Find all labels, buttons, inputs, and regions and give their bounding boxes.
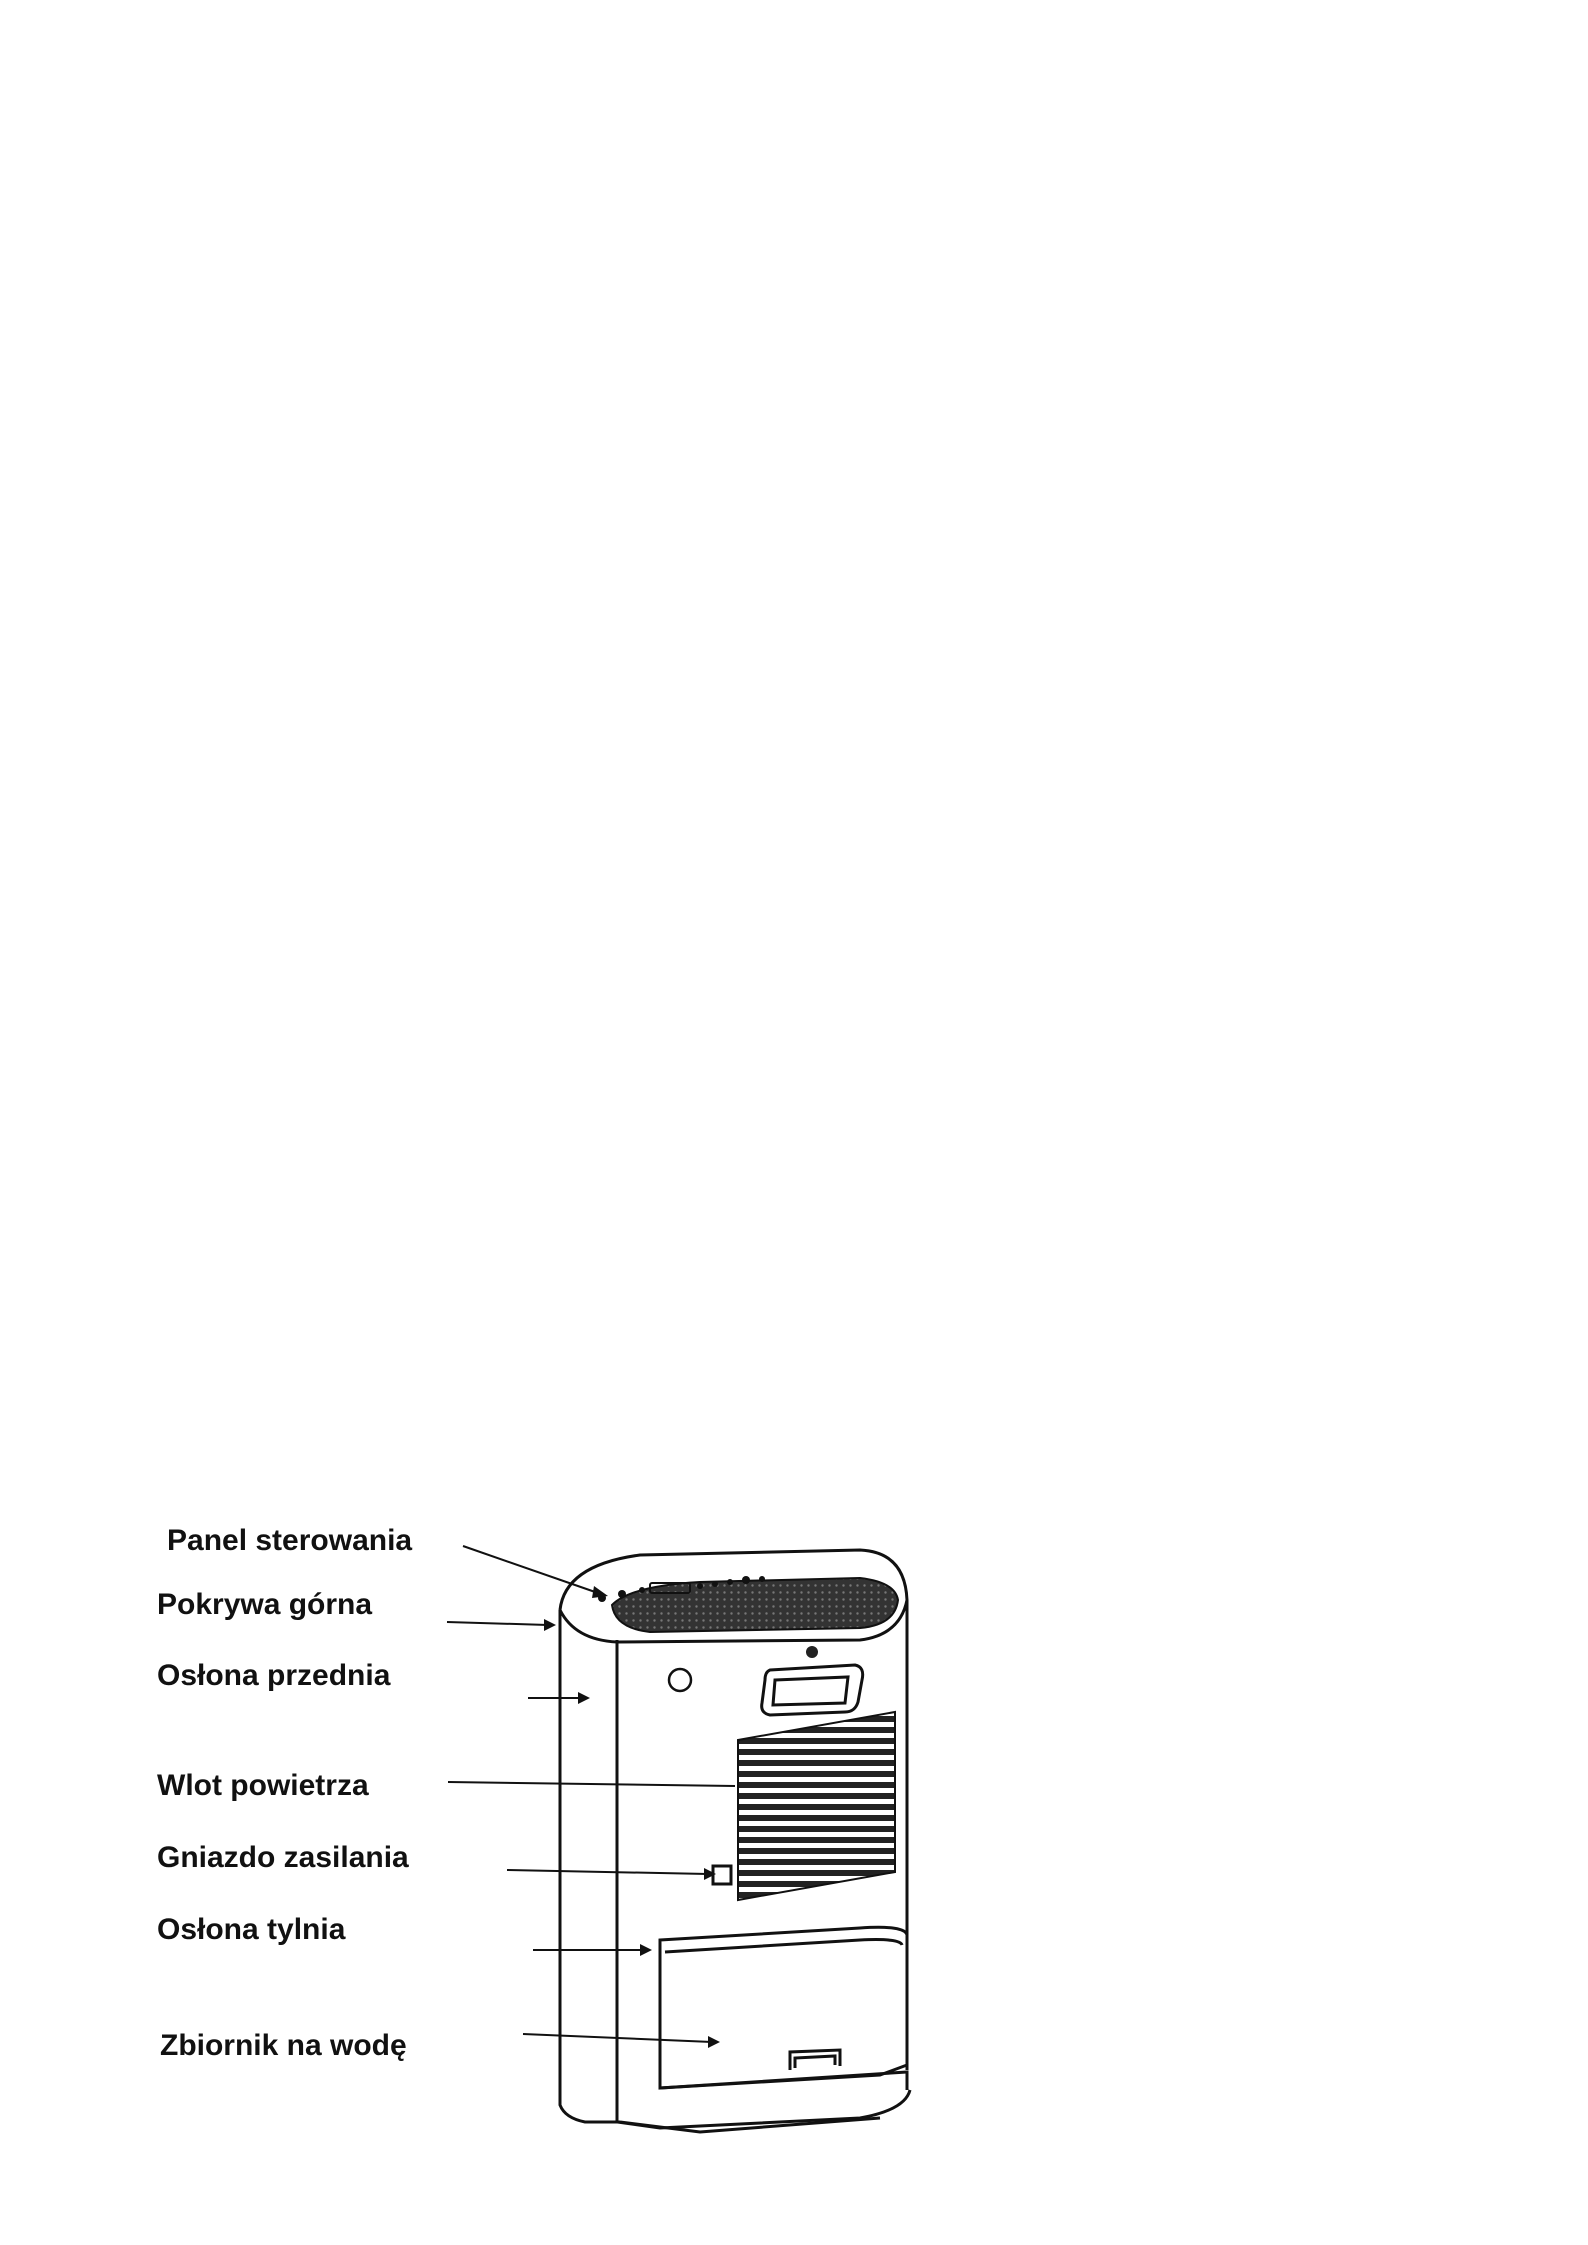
- leader-control-panel: [463, 1546, 598, 1593]
- label-air-inlet: Wlot powietrza: [157, 1769, 369, 1802]
- indicator-dot: [806, 1646, 818, 1658]
- top-vent: [612, 1578, 898, 1632]
- air-inlet-grill: [738, 1712, 895, 1900]
- side-round-feature: [669, 1669, 691, 1691]
- label-control-panel: Panel sterowania: [167, 1524, 413, 1557]
- leader-top-cover: [447, 1622, 548, 1625]
- label-front-cover: Osłona przednia: [157, 1659, 391, 1692]
- label-power-socket: Gniazdo zasilania: [157, 1841, 409, 1874]
- water-tank: [660, 1927, 907, 2090]
- leader-air-inlet: [448, 1782, 735, 1786]
- power-socket: [713, 1866, 731, 1884]
- handle: [762, 1665, 863, 1715]
- label-top-cover: Pokrywa górna: [157, 1588, 373, 1621]
- leader-power-socket: [507, 1870, 708, 1874]
- label-back-cover: Osłona tylnia: [157, 1913, 346, 1946]
- arrowheads: [544, 1586, 720, 2048]
- label-water-tank: Zbiornik na wodę: [160, 2029, 407, 2062]
